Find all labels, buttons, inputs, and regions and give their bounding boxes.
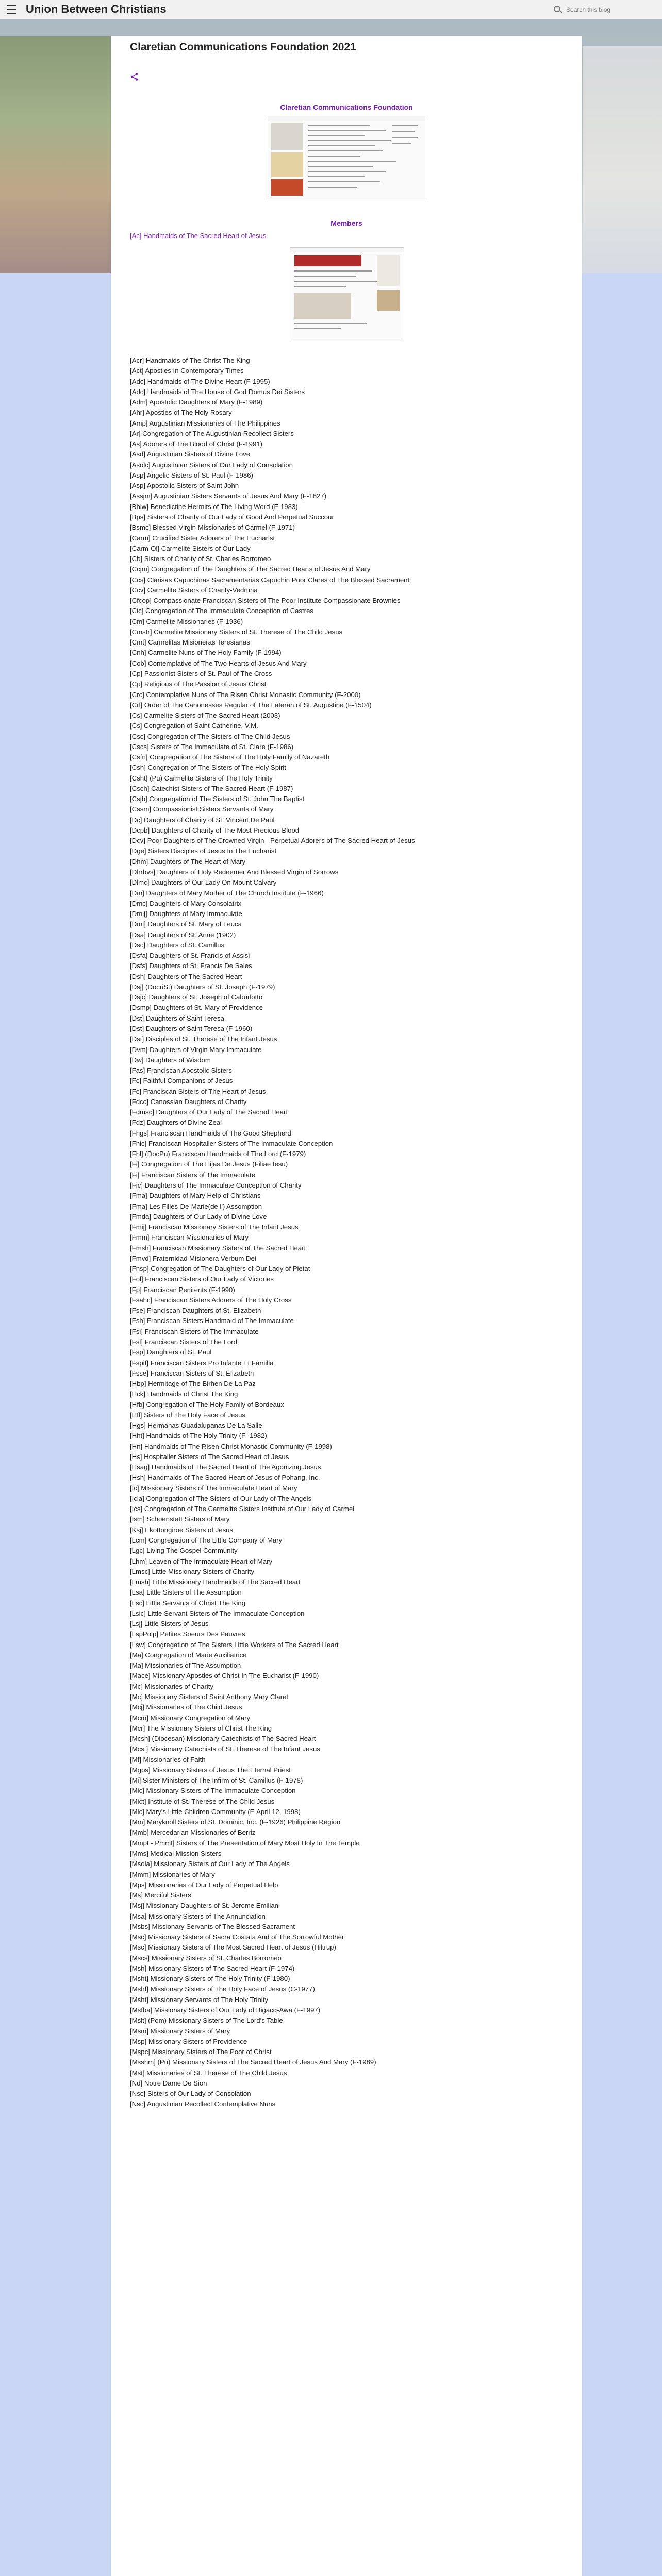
member-item: [Msp] Missionary Sisters of Providence	[130, 2037, 247, 2045]
member-item: [Fsse] Franciscan Sisters of St. Elizabeth	[130, 1369, 254, 1377]
member-item: [Ma] Congregation of Marie Auxiliatrice	[130, 1651, 247, 1659]
member-item: [Dsmp] Daughters of St. Mary of Providence	[130, 1004, 263, 1012]
member-item: [Dc] Daughters of Charity of St. Vincent De Paul	[130, 816, 275, 824]
member-item: [Fc] Faithful Companions of Jesus	[130, 1077, 233, 1085]
member-item: [Hsag] Handmaids of The Sacred Heart of The Agonizing Jesus	[130, 1463, 321, 1471]
member-item: [Csh] Congregation of The Sisters of The Holy Spirit	[130, 764, 286, 772]
member-item: [Msht] Missionary Servants of The Holy Trinity	[130, 1995, 268, 2004]
member-item: [Dsa] Daughters of St. Anne (1902)	[130, 930, 236, 939]
member-item: [Mi] Sister Ministers of The Infirm of St. Camillus (F-1978)	[130, 1776, 303, 1785]
member-item: [Msj] Missionary Daughters of St. Jerome Emiliani	[130, 1902, 280, 1910]
member-item: [Fc] Franciscan Sisters of The Heart of Jesus	[130, 1087, 266, 1095]
member-item: [Ics] Congregation of The Carmelite Sisters Institute of Our Lady of Carmel	[130, 1505, 355, 1513]
member-item: [Mace] Missionary Apostles of Christ In The Eucharist (F-1990)	[130, 1672, 319, 1680]
member-item: [Cscs] Sisters of The Immaculate of St. Clare (F-1986)	[130, 742, 294, 751]
member-item: [Hfb] Congregation of The Holy Family of Bordeaux	[130, 1400, 284, 1409]
member-item: [Cm] Carmelite Missionaries (F-1936)	[130, 617, 243, 625]
foundation-screenshot[interactable]	[268, 116, 425, 199]
member-item: [Fma] Daughters of Mary Help of Christians	[130, 1192, 261, 1200]
member-item: [Dm] Daughters of Mary Mother of The Church Institute (F-1966)	[130, 889, 324, 897]
member-item: [Csht] (Pu) Carmelite Sisters of The Holy Trinity	[130, 774, 273, 782]
member-item: [Mmm] Missionaries of Mary	[130, 1870, 215, 1878]
member-item: [Csch] Catechist Sisters of The Sacred Heart (F-1987)	[130, 784, 293, 792]
member-item: [Msh] Missionary Sisters of The Sacred Heart (F-1974)	[130, 1964, 295, 1972]
member-item: [Cnh] Carmelite Nuns of The Holy Family (F-1994)	[130, 649, 282, 657]
member-item: [Fp] Franciscan Penitents (F-1990)	[130, 1285, 235, 1294]
member-item: [Fol] Franciscan Sisters of Our Lady of Victories	[130, 1275, 274, 1283]
member-item: [Assjm] Augustinian Sisters Servants of Jesus And Mary (F-1827)	[130, 492, 327, 500]
member-item: [Mgps] Missionary Sisters of Jesus The Eternal Priest	[130, 1766, 291, 1774]
member-item: [Fmda] Daughters of Our Lady of Divine Love	[130, 1212, 267, 1221]
member-item: [Fsi] Franciscan Sisters of The Immaculate	[130, 1327, 259, 1335]
member-item: [Dsh] Daughters of The Sacred Heart	[130, 972, 242, 980]
member-item: [Mc] Missionaries of Charity	[130, 1682, 213, 1690]
member-item: [Dge] Sisters Disciples of Jesus In The Eucharist	[130, 847, 277, 855]
member-item: [Msa] Missionary Sisters of The Annunciation	[130, 1912, 266, 1920]
section-heading: Claretian Communications Foundation	[280, 103, 413, 111]
post-card	[111, 36, 582, 2576]
post-title: Claretian Communications Foundation 2021	[130, 41, 356, 53]
member-item: [Fsp] Daughters of St. Paul	[130, 1348, 212, 1357]
member-item: [Hsh] Handmaids of The Sacred Heart of Jesus of Pohang, Inc.	[130, 1473, 320, 1482]
member-item: [Lmsh] Little Missionary Handmaids of The Sacred Heart	[130, 1578, 301, 1586]
members-screenshot[interactable]	[290, 247, 404, 341]
member-item: [Bhlw] Benedictine Hermits of The Living Word (F-1983)	[130, 502, 298, 511]
search-icon[interactable]	[554, 6, 560, 12]
member-item: [Cmt] Carmelitas Misioneras Teresianas	[130, 638, 250, 647]
member-item: [Icla] Congregation of The Sisters of Our Lady of The Angels	[130, 1494, 312, 1502]
share-icon[interactable]	[130, 72, 139, 81]
search-input[interactable]	[565, 5, 652, 15]
member-item: [Msht] Missionary Sisters of The Holy Trinity (F-1980)	[130, 1975, 290, 1983]
member-item: [Nd] Notre Dame De Sion	[130, 2079, 207, 2087]
member-item: [Cs] Carmelite Sisters of The Sacred Heart (2003)	[130, 711, 280, 720]
member-item: [Mcr] The Missionary Sisters of Christ The King	[130, 1724, 272, 1732]
member-item: [Cb] Sisters of Charity of St. Charles Borromeo	[130, 555, 271, 563]
member-item: [Adc] Handmaids of The Divine Heart (F-1995)	[130, 377, 270, 385]
member-item: [Fsh] Franciscan Sisters Handmaid of The Immaculate	[130, 1317, 294, 1325]
member-item: [Msm] Missionary Sisters of Mary	[130, 2027, 230, 2035]
member-item: [Fma] Les Filles-De-Marie(de l') Assomption	[130, 1202, 262, 1210]
member-item: [Fdmsc] Daughters of Our Lady of The Sacred Heart	[130, 1108, 288, 1116]
member-item: [Asolc] Augustinian Sisters of Our Lady of Consolation	[130, 461, 293, 469]
member-item: [Lgc] Living The Gospel Community	[130, 1547, 238, 1555]
member-item: [Hbp] Hermitage of The Birhen De La Paz	[130, 1380, 256, 1388]
member-item: [Hck] Handmaids of Christ The King	[130, 1390, 238, 1398]
member-item: [Lsa] Little Sisters of The Assumption	[130, 1588, 242, 1597]
member-item: [Adm] Apostolic Daughters of Mary (F-1989)	[130, 398, 263, 406]
member-item: [Hgs] Hermanas Guadalupanas De La Salle	[130, 1421, 262, 1430]
member-item: [Fhic] Franciscan Hospitaller Sisters of The Immaculate Conception	[130, 1139, 333, 1147]
member-item: [Mcm] Missionary Congregation of Mary	[130, 1714, 251, 1722]
search-box[interactable]	[552, 4, 652, 15]
member-item: [Mms] Medical Mission Sisters	[130, 1849, 222, 1857]
member-item: [Mst] Missionaries of St. Therese of The Child Jesus	[130, 2069, 287, 2077]
member-item: [Amp] Augustinian Missionaries of The Philippines	[130, 419, 280, 427]
member-item: [Fi] Franciscan Sisters of The Immaculate	[130, 1171, 256, 1179]
header-photo-left	[0, 36, 111, 273]
member-item: [Fmvd] Fraternidad Misionera Verbum Dei	[130, 1254, 256, 1262]
first-member-link[interactable]: [Ac] Handmaids of The Sacred Heart of Jesus	[130, 232, 267, 240]
member-item: [Msfba] Missionary Sisters of Our Lady of Bigacq-Awa (F-1997)	[130, 2006, 321, 2014]
member-item: [Fi] Congregation of The Hijas De Jesus (Filiae Iesu)	[130, 1160, 288, 1168]
member-item: [Lhm] Leaven of The Immaculate Heart of Mary	[130, 1557, 273, 1565]
member-item: [Fhgs] Franciscan Handmaids of The Good Shepherd	[130, 1129, 291, 1137]
member-item: [Hht] Handmaids of The Holy Trinity (F- 1982)	[130, 1432, 267, 1440]
members-list	[130, 355, 573, 2110]
member-item: [Ms] Merciful Sisters	[130, 1891, 191, 1900]
member-item: [Cfcop] Compassionate Franciscan Sisters of The Poor Institute Compassionate Brownies	[130, 597, 401, 605]
member-item: [Ahr] Apostles of The Holy Rosary	[130, 409, 232, 417]
member-item: [Lsw] Congregation of The Sisters Little Workers of The Sacred Heart	[130, 1640, 339, 1649]
member-item: [Hfl] Sisters of The Holy Face of Jesus	[130, 1411, 246, 1419]
member-item: [Mmb] Mercedarian Missionaries of Berriz	[130, 1828, 256, 1837]
member-item: [Ccs] Clarisas Capuchinas Sacramentarias Capuchin Poor Clares of The Blessed Sacrament	[130, 575, 410, 584]
member-item: [Msola] Missionary Sisters of Our Lady of The Angels	[130, 1860, 290, 1868]
member-item: [Dst] Daughters of Saint Teresa	[130, 1014, 225, 1022]
member-item: [Fdz] Daughters of Divine Zeal	[130, 1118, 222, 1127]
member-item: [Mmpt - Pmmt] Sisters of The Presentation of Mary Most Holy In The Temple	[130, 1839, 360, 1847]
member-item: [Cs] Congregation of Saint Catherine, V.M.	[130, 722, 258, 730]
member-item: [Dlmc] Daughters of Our Lady On Mount Calvary	[130, 878, 277, 887]
member-item: [Mslt] (Pom) Missionary Sisters of The Lord's Table	[130, 2016, 283, 2025]
member-item: [Csfn] Congregation of The Sisters of The Holy Family of Nazareth	[130, 753, 330, 761]
member-item: [Cp] Religious of The Passion of Jesus Christ	[130, 680, 267, 688]
member-item: [Asd] Augustinian Sisters of Divine Love	[130, 450, 251, 459]
member-item: [Nsc] Sisters of Our Lady of Consolation	[130, 2090, 251, 2098]
member-item: [Dst] Disciples of St. Therese of The Infant Jesus	[130, 1035, 277, 1043]
hamburger-menu-icon[interactable]	[7, 5, 16, 14]
member-item: [Dsfa] Daughters of St. Francis of Assisi	[130, 952, 250, 960]
member-item: [Dst] Daughters of Saint Teresa (F-1960)	[130, 1025, 253, 1032]
member-item: [Lsj] Little Sisters of Jesus	[130, 1620, 209, 1628]
member-item: [Carm-Ol] Carmelite Sisters of Our Lady	[130, 544, 251, 552]
member-item: [Cp] Passionist Sisters of St. Paul of The Cross	[130, 669, 272, 677]
member-item: [Fmm] Franciscan Missionaries of Mary	[130, 1233, 249, 1242]
member-item: [Fmij] Franciscan Missionary Sisters of The Infant Jesus	[130, 1223, 299, 1231]
member-item: [Hs] Hospitaller Sisters of The Sacred Heart of Jesus	[130, 1452, 289, 1461]
member-item: [Msbs] Missionary Servants of The Blessed Sacrament	[130, 1922, 295, 1930]
member-item: [Asp] Apostolic Sisters of Saint John	[130, 482, 239, 490]
member-item: [Bsmc] Blessed Virgin Missionaries of Carmel (F-1971)	[130, 523, 295, 532]
member-item: [Crc] Contemplative Nuns of The Risen Christ Monastic Community (F-2000)	[130, 690, 361, 699]
member-item: [Ccv] Carmelite Sisters of Charity-Vedruna	[130, 586, 258, 594]
top-bar	[0, 0, 662, 19]
member-item: [Dhrbvs] Daughters of Holy Redeemer And Blessed Virgin of Sorrows	[130, 868, 339, 876]
member-item: [Fhl] (DocPu) Franciscan Handmaids of The Lord (F-1979)	[130, 1150, 306, 1158]
member-item: [Dsj] (DocriSt) Daughters of St. Joseph (F-1979)	[130, 982, 275, 991]
member-item: [Ism] Schoenstatt Sisters of Mary	[130, 1515, 230, 1523]
member-item: [Fnsp] Congregation of The Daughters of Our Lady of Pietat	[130, 1265, 310, 1273]
member-item: [Dsjc] Daughters of St. Joseph of Caburlotto	[130, 993, 263, 1002]
member-item: [Fas] Franciscan Apostolic Sisters	[130, 1066, 232, 1075]
member-item: [Carm] Crucified Sister Adorers of The Eucharist	[130, 534, 275, 542]
member-item: [Dcv] Poor Daughters of The Crowned Virgin - Perpetual Adorers of The Sacred Heart of Jesus	[130, 837, 415, 845]
member-item: [Hn] Handmaids of The Risen Christ Monastic Community (F-1998)	[130, 1442, 332, 1450]
member-item: [Crl] Order of The Canonesses Regular of The Lateran of St. Augustine (F-1504)	[130, 701, 372, 709]
member-item: [Mic] Missionary Sisters of The Immaculate Conception	[130, 1787, 296, 1795]
member-item: [Dw] Daughters of Wisdom	[130, 1056, 211, 1064]
member-item: [Dmc] Daughters of Mary Consolatrix	[130, 899, 242, 907]
member-item: [Mf] Missionaries of Faith	[130, 1755, 206, 1764]
member-item: [Dml] Daughters of St. Mary of Leuca	[130, 920, 242, 928]
header-photo-right	[583, 46, 662, 273]
member-item: [Mc] Missionary Sisters of Saint Anthony Mary Claret	[130, 1693, 289, 1701]
member-item: [Mcsh] (Diocesan) Missionary Catechists of The Sacred Heart	[130, 1735, 316, 1743]
member-item: [Ar] Congregation of The Augustinian Recollect Sisters	[130, 429, 294, 437]
member-item: [Fdcc] Canossian Daughters of Charity	[130, 1097, 247, 1106]
member-item: [Cob] Contemplative of The Two Hearts of Jesus And Mary	[130, 659, 307, 667]
member-item: [Dmij] Daughters of Mary Immaculate	[130, 910, 242, 918]
member-item: [Csc] Congregation of The Sisters of The Child Jesus	[130, 732, 290, 740]
member-item: [Acr] Handmaids of The Christ The King	[130, 357, 250, 364]
member-item: [Cic] Congregation of The Immaculate Conception of Castres	[130, 607, 313, 615]
member-item: [Lsic] Little Servant Sisters of The Immaculate Conception	[130, 1609, 305, 1617]
member-item: [Fic] Daughters of The Immaculate Conception of Charity	[130, 1181, 302, 1189]
member-item: [As] Adorers of The Blood of Christ (F-1991)	[130, 440, 263, 448]
member-item: [Csjb] Congregation of The Sisters of St. John The Baptist	[130, 795, 305, 803]
member-item: [LspPolp] Petites Soeurs Des Pauvres	[130, 1630, 245, 1638]
member-item: [Msc] Missionary Sisters of Sacra Costata And of The Sorrowful Mother	[130, 1933, 344, 1941]
members-heading: Members	[330, 219, 362, 227]
member-item: [Fse] Franciscan Daughters of St. Elizabeth	[130, 1307, 261, 1315]
member-item: [Fmsh] Franciscan Missionary Sisters of The Sacred Heart	[130, 1244, 306, 1252]
member-item: [Mps] Missionaries of Our Lady of Perpetual Help	[130, 1880, 278, 1889]
member-item: [Fsahc] Franciscan Sisters Adorers of The Holy Cross	[130, 1296, 292, 1304]
member-item: [Dvm] Daughters of Virgin Mary Immaculate	[130, 1045, 262, 1054]
member-item: [Asp] Angelic Sisters of St. Paul (F-1986)	[130, 471, 253, 479]
member-item: [Mict] Institute of St. Therese of The Child Jesus	[130, 1797, 275, 1805]
member-item: [Dhm] Daughters of The Heart of Mary	[130, 857, 246, 866]
member-item: [Msshm] (Pu) Missionary Sisters of The Sacred Heart of Jesus And Mary (F-1989)	[130, 2058, 376, 2066]
member-item: [Mshf] Missionary Sisters of The Holy Face of Jesus (C-1977)	[130, 1985, 315, 1993]
member-item: [Ccjm] Congregation of The Daughters of The Sacred Hearts of Jesus And Mary	[130, 565, 371, 573]
member-item: [Bps] Sisters of Charity of Our Lady of Good And Perpetual Succour	[130, 513, 334, 521]
member-item: [Mcst] Missionary Catechists of St. Therese of The Infant Jesus	[130, 1745, 320, 1753]
member-item: [Ksj] Ekottongiroe Sisters of Jesus	[130, 1526, 234, 1534]
member-item: [Dsc] Daughters of St. Camillus	[130, 941, 225, 949]
member-item: [Lsc] Little Servants of Christ The King	[130, 1599, 246, 1607]
member-item: [Lcm] Congregation of The Little Company of Mary	[130, 1536, 283, 1545]
member-item: [Mcj] Missionaries of The Child Jesus	[130, 1703, 242, 1711]
member-item: [Cmstr] Carmelite Missionary Sisters of St. Therese of The Child Jesus	[130, 628, 343, 636]
member-item: [Mscs] Missionary Sisters of St. Charles Borromeo	[130, 1954, 282, 1962]
member-item: [Fsl] Franciscan Sisters of The Lord	[130, 1337, 237, 1346]
member-item: [Mm] Maryknoll Sisters of St. Dominic, Inc. (F-1926) Philippine Region	[130, 1818, 341, 1826]
member-item: [Dcpb] Daughters of Charity of The Most Precious Blood	[130, 826, 300, 834]
member-item: [Nsc] Augustinian Recollect Contemplative Nuns	[130, 2100, 276, 2108]
member-item: [Ma] Missionaries of The Assumption	[130, 1662, 241, 1670]
site-title[interactable]: Union Between Christians	[26, 3, 167, 15]
member-item: [Mlc] Mary's Little Children Community (F-April 12, 1998)	[130, 1807, 301, 1816]
member-item: [Fspif] Franciscan Sisters Pro Infante Et Familia	[130, 1359, 274, 1367]
member-item: [Act] Apostles In Contemporary Times	[130, 367, 244, 375]
member-item: [Dsfs] Daughters of St. Francis De Sales	[130, 962, 252, 970]
member-item: [Mspc] Missionary Sisters of The Poor of Christ	[130, 2048, 272, 2056]
member-item: [Msc] Missionary Sisters of The Most Sacred Heart of Jesus (Hiltrup)	[130, 1943, 336, 1952]
member-item: [Ic] Missionary Sisters of The Immaculate Heart of Mary	[130, 1484, 297, 1492]
member-item: [Cssm] Compassionist Sisters Servants of Mary	[130, 805, 274, 814]
member-item: [Lmsc] Little Missionary Sisters of Charity	[130, 1567, 255, 1575]
member-item: [Adc] Handmaids of The House of God Domus Dei Sisters	[130, 387, 305, 396]
